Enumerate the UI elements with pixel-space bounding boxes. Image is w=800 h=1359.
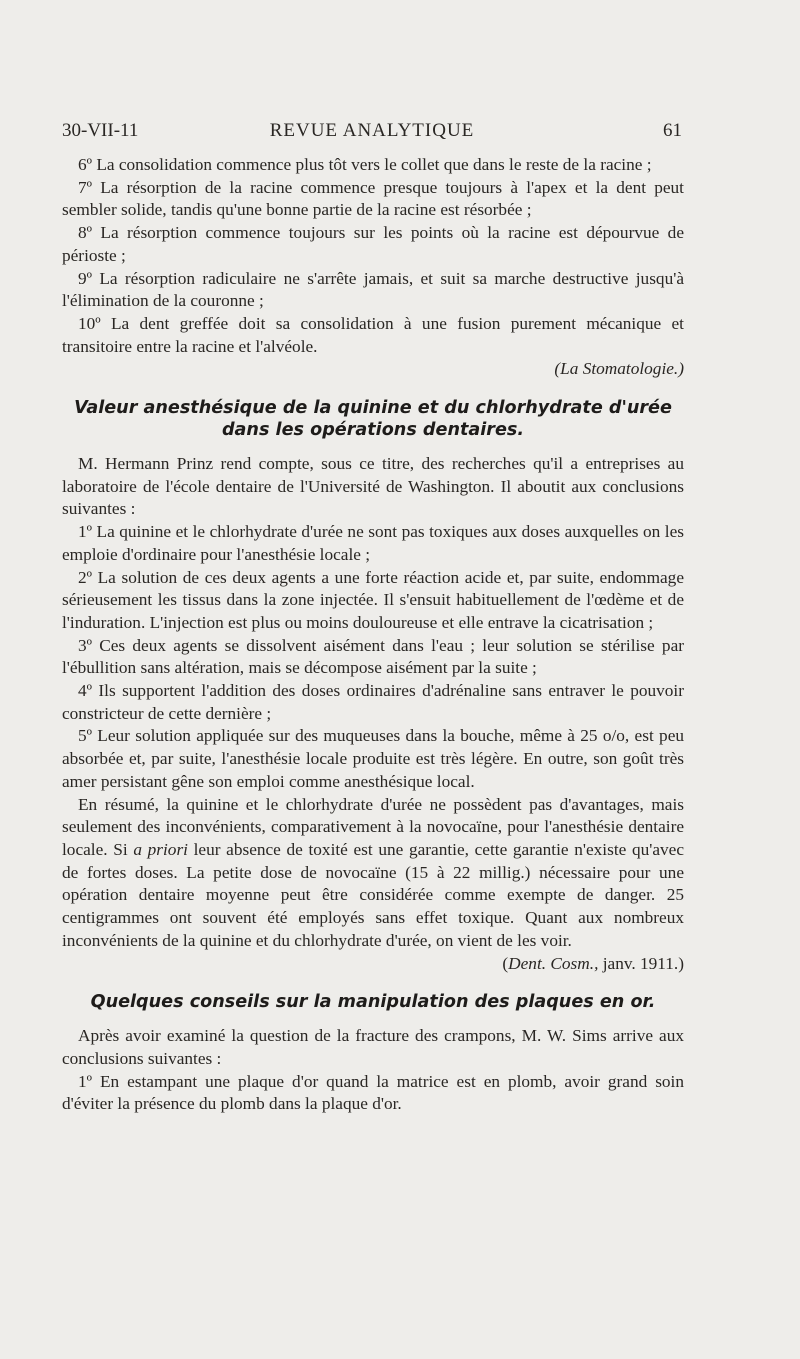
running-header [62,120,682,146]
section-heading: Valeur anesthésique de la quinine et du chlorhydrate d'urée dans les opérations dentaires. [74,398,672,441]
list-item: 9º La résorption radiculaire ne s'arrête jamais, et suit sa marche destructive jusqu'à l'élimination de la couronne ; [62,268,684,311]
list-item: 2º La solution de ces deux agents a une forte réaction acide et, par suite, endommage sérieusement les tissus dans la zone injectée. Il s'ensuit habituellement de l'œdème et de l'induration. L'injection est plus ou moins douloureuse et elle entrave la cicatrisation ; [62,567,684,632]
journal-title: REVUE ANALYTIQUE [269,120,475,141]
list-item: 10º La dent greffée doit sa consolidation à une fusion purement mécanique et transitoire entre la racine et l'alvéole. [62,313,684,356]
list-item: 4º Ils supportent l'addition des doses ordinaires d'adrénaline sans entraver le pouvoir constricteur de cette dernière ; [62,681,684,723]
list-item: 8º La résorption commence toujours sur les points où la racine est dépourvue de périoste ; [62,223,684,265]
source-citation: (Dent. Cosm., janv. 1911.) [502,953,684,973]
list-item: 1º En estampant une plaque d'or quand la matrice est en plomb, avoir grand soin d'éviter la présence du plomb dans la plaque d'or. [62,1071,684,1114]
paragraph: M. Hermann Prinz rend compte, sous ce titre, des recherches qu'il a entreprises au laboratoire de l'école dentaire de l'Université de Washington. Il aboutit aux conclusions suivantes : [62,454,684,519]
header-date: 30-VII-11 [62,120,139,141]
list-item: 1º La quinine et le chlorhydrate d'urée ne sont pas toxiques aux doses auxquelles on les emploie d'ordinaire pour l'anesthésie locale ; [62,522,684,564]
section-quinine [62,397,684,975]
page-body [62,154,684,1116]
summary-paragraph: En résumé, la quinine et le chlorhydrate d'urée ne possèdent pas d'avantages, mais seulement des inconvénients, comparativement à la novocaïne, pour l'anesthésie dentaire locale. Si a priori leur absence de toxité est une garantie, cette garantie n'existe qu'avec de fortes doses. La petite dose de novocaïne (15 à 22 millig.) nécessaire pour une opération dentaire moyenne peut être considérée comme exempte de danger. 25 centigrammes ont souvent été employés sans effet toxique. Quant aux nombreux inconvénients de la quinine et du chlorhydrate d'urée, on vient de les voir. [62,794,684,950]
section-greffe-conclusions [62,154,684,381]
list-item: 6º La consolidation commence plus tôt vers le collet que dans le reste de la racine ; [78,155,652,174]
list-item: 3º Ces deux agents se dissolvent aisément dans l'eau ; leur solution se stérilise par l'ébullition sans altération, mais se décompose aisément par la suite ; [62,635,684,678]
section-heading: Quelques conseils sur la manipulation des plaques en or. [90,992,656,1013]
page-number: 61 [663,120,682,141]
list-item: 7º La résorption de la racine commence presque toujours à l'apex et la dent peut sembler solide, tandis qu'une bonne partie de la racine est résorbée ; [62,177,684,220]
section-plaques-or [62,991,684,1116]
paragraph: Après avoir examiné la question de la fracture des crampons, M. W. Sims arrive aux conclusions suivantes : [62,1026,684,1068]
source-citation: (La Stomatologie.) [554,359,684,379]
list-item: 5º Leur solution appliquée sur des muqueuses dans la bouche, même à 25 o/o, est peu absorbée et, par suite, l'anesthésie locale produite est très légère. En outre, son goût très amer persistant gêne son emploi comme anesthésique local. [62,726,684,791]
